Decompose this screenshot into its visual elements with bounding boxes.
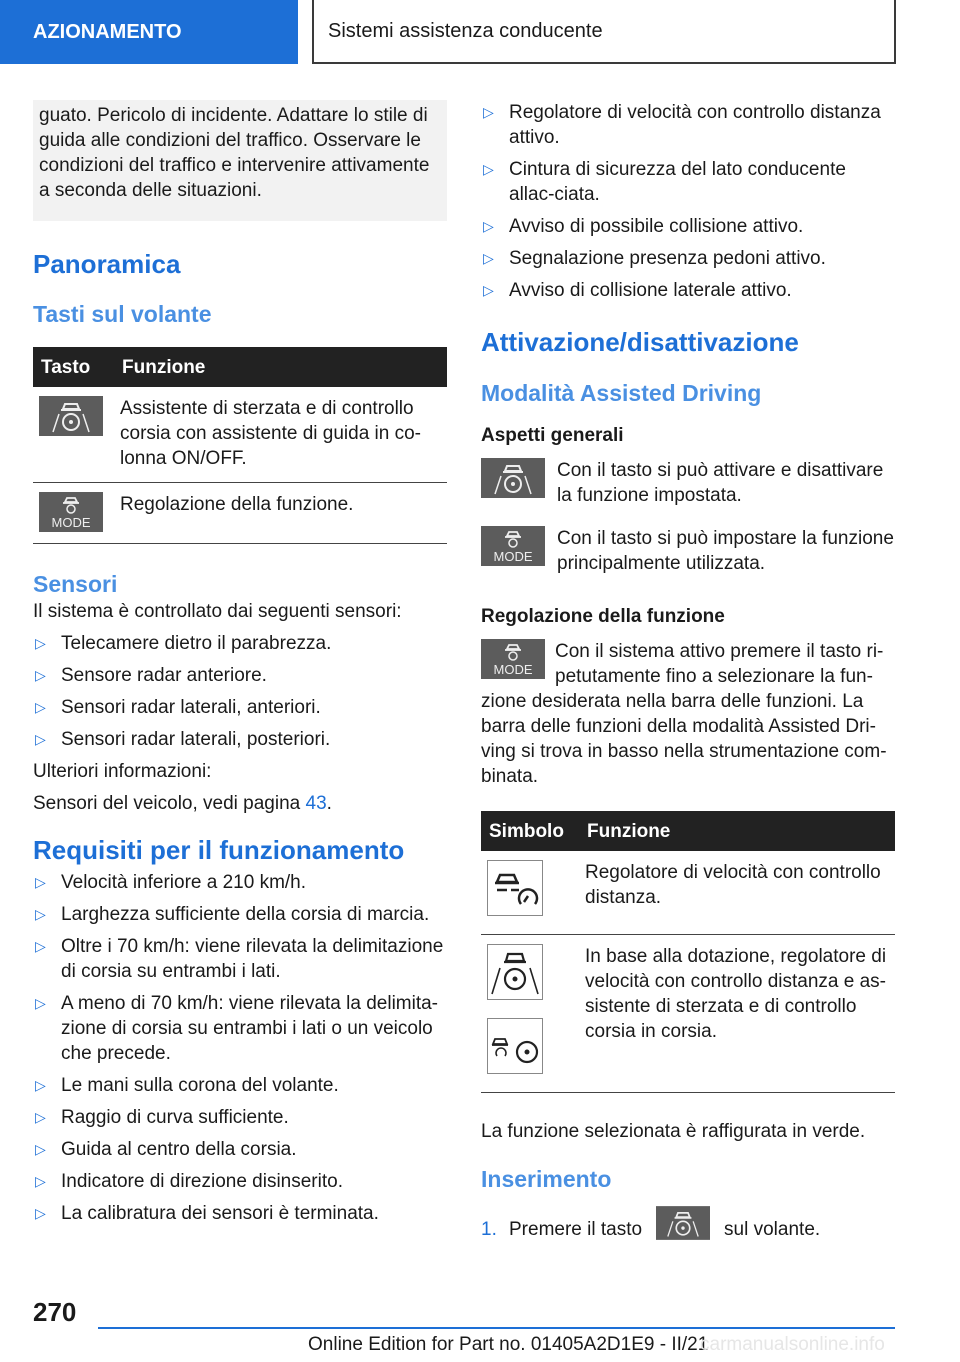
bullet-triangle-icon: ▷ — [35, 731, 46, 747]
heading-requisiti: Requisiti per il funzionamento — [33, 835, 405, 865]
list-item: ▷ Avviso di collisione laterale attivo. — [483, 280, 792, 301]
mode-button-icon — [481, 526, 545, 566]
heading-attivazione: Attivazione/disattivazione — [481, 327, 799, 357]
footer-edition: Online Edition for Part no. 01405A2D1E9 - II/21 — [308, 1334, 709, 1355]
heading-panoramica: Panoramica — [33, 249, 181, 279]
list-item: ▷ Cintura di sicurezza del lato conducente allac-ciata. — [483, 159, 846, 205]
aspetti-text-2: Con il tasto si può impostare la funzione principalmente utilizzata. — [557, 528, 894, 574]
heading-tasti-volante: Tasti sul volante — [33, 301, 212, 327]
regolazione-text: Con il sistema attivo premere il tasto ri-petutamente fino a selezionare la fun-zione desiderata nella barra delle funzioni. La barra delle funzioni della modalità Assisted Dri-ving si trova in basso nella strumentazione com-binata. — [481, 641, 887, 787]
steering-assist-icon — [656, 1204, 710, 1242]
bullet-triangle-icon: ▷ — [483, 104, 494, 120]
col-tasto: Tasto — [33, 347, 114, 387]
watermark: carmanualsonline.info — [700, 1334, 885, 1355]
header-title: Sistemi assistenza conducente — [312, 0, 896, 64]
table-row — [33, 387, 447, 483]
bullet-triangle-icon: ▷ — [35, 874, 46, 890]
bullet-triangle-icon: ▷ — [35, 1141, 46, 1157]
bullet-triangle-icon: ▷ — [483, 218, 494, 234]
step-1 — [481, 1204, 895, 1242]
col-simbolo: Simbolo — [481, 811, 579, 851]
heading-inserimento: Inserimento — [481, 1166, 612, 1192]
aspetti-row-1 — [481, 458, 895, 508]
list-item: ▷ Sensore radar anteriore. — [35, 665, 267, 686]
bullet-triangle-icon: ▷ — [35, 635, 46, 651]
list-item: ▷ La calibratura dei sensori è terminata. — [35, 1203, 379, 1224]
svg-text:MODE: MODE — [51, 515, 91, 530]
sensori-list — [33, 631, 447, 752]
distance-steering-icon — [487, 1018, 543, 1074]
mode-button-icon — [39, 492, 103, 532]
list-item: ▷ Telecamere dietro il parabrezza. — [35, 633, 332, 654]
aspetti-row-2 — [481, 526, 895, 576]
list-item: ▷ Sensori radar laterali, posteriori. — [35, 729, 331, 750]
right-column — [481, 100, 895, 1242]
header-section: AZIONAMENTO — [0, 0, 298, 64]
ulteriori-info: Ulteriori informazioni: — [33, 761, 212, 782]
footer-rule — [98, 1327, 895, 1329]
table-row — [481, 851, 895, 935]
table2-row2-text: In base alla dotazione, regolatore di velocità con controllo distanza e as-sistente di sterzata e di controllo corsia in corsia. — [579, 935, 895, 1093]
bullet-triangle-icon: ▷ — [35, 1173, 46, 1189]
table-row — [481, 935, 895, 1093]
list-item: ▷ Indicatore di direzione disinserito. — [35, 1171, 343, 1192]
left-column — [33, 100, 447, 1233]
table1-row2-text: Regolazione della funzione. — [114, 483, 447, 544]
list-item: ▷ Regolatore di velocità con controllo distanza attivo. — [483, 102, 881, 148]
symbols-table — [481, 811, 895, 1093]
steering-lane-assist-icon — [487, 944, 543, 1000]
regolazione-block — [481, 639, 895, 789]
col-funzione: Funzione — [114, 347, 447, 387]
heading-regolazione: Regolazione della funzione — [481, 606, 725, 627]
list-item: ▷ Segnalazione presenza pedoni attivo. — [483, 248, 826, 269]
table-row — [33, 483, 447, 544]
bullet-triangle-icon: ▷ — [35, 906, 46, 922]
bullet-triangle-icon: ▷ — [35, 938, 46, 954]
bullet-triangle-icon: ▷ — [483, 250, 494, 266]
list-item: ▷ A meno di 70 km/h: viene rilevata la delimita-zione di corsia su entrambi i lati o un veicolo che precede. — [35, 993, 439, 1064]
requisiti-list — [33, 870, 447, 1226]
bullet-triangle-icon: ▷ — [35, 1109, 46, 1125]
table1-row1-text: Assistente di sterzata e di controllo corsia con assistente di guida in co-lonna ON/OFF. — [114, 387, 447, 483]
bullet-triangle-icon: ▷ — [483, 161, 494, 177]
step-post: sul volante. — [724, 1219, 821, 1240]
list-item: ▷ Guida al centro della corsia. — [35, 1139, 297, 1160]
heading-modalita: Modalità Assisted Driving — [481, 380, 762, 406]
sensori-intro: Il sistema è controllato dai seguenti sensori: — [33, 601, 402, 622]
aspetti-text-1: Con il tasto si può attivare e disattivare la funzione impostata. — [557, 460, 884, 506]
step-number: 1. — [481, 1219, 497, 1240]
conditions-list — [481, 100, 895, 303]
list-item: ▷ Avviso di possibile collisione attivo. — [483, 216, 804, 237]
steering-assist-icon — [481, 458, 545, 498]
list-item: ▷ Oltre i 70 km/h: viene rilevata la delimitazione di corsia su entrambi i lati. — [35, 936, 444, 982]
bullet-triangle-icon: ▷ — [35, 699, 46, 715]
svg-text:MODE: MODE — [493, 662, 533, 677]
selezionata-text: La funzione selezionata è raffigurata in verde. — [481, 1121, 866, 1142]
heading-aspetti: Aspetti generali — [481, 425, 624, 446]
list-item: ▷ Raggio di curva sufficiente. — [35, 1107, 289, 1128]
list-item: ▷ Sensori radar laterali, anteriori. — [35, 697, 321, 718]
svg-text:MODE: MODE — [493, 549, 533, 564]
warning-text: guato. Pericolo di incidente. Adattare lo stile di guida alle condizioni del traffico. Osservare le condizioni del traffico e intervenire attivamente a seconda delle situazioni. — [39, 105, 430, 201]
list-item: ▷ Le mani sulla corona del volante. — [35, 1075, 339, 1096]
page-number: 270 — [33, 1297, 77, 1327]
list-item: ▷ Velocità inferiore a 210 km/h. — [35, 872, 307, 893]
bullet-triangle-icon: ▷ — [483, 282, 494, 298]
col-funzione: Funzione — [579, 811, 895, 851]
bullet-triangle-icon: ▷ — [35, 1077, 46, 1093]
page-link[interactable]: 43 — [305, 793, 327, 814]
steering-assist-icon — [39, 396, 103, 436]
table2-row1-text: Regolatore di velocità con controllo distanza. — [579, 851, 895, 935]
warning-box — [33, 100, 447, 221]
list-item: ▷ Larghezza sufficiente della corsia di marcia. — [35, 904, 430, 925]
buttons-table — [33, 347, 447, 544]
heading-sensori: Sensori — [33, 571, 118, 597]
sensori-reference: Sensori del veicolo, vedi pagina 43. — [33, 793, 332, 814]
step-pre: Premere il tasto — [509, 1219, 643, 1240]
bullet-triangle-icon: ▷ — [35, 1205, 46, 1221]
mode-button-icon — [481, 639, 545, 679]
bullet-triangle-icon: ▷ — [35, 667, 46, 683]
bullet-triangle-icon: ▷ — [35, 995, 46, 1011]
distance-control-icon — [487, 860, 543, 916]
